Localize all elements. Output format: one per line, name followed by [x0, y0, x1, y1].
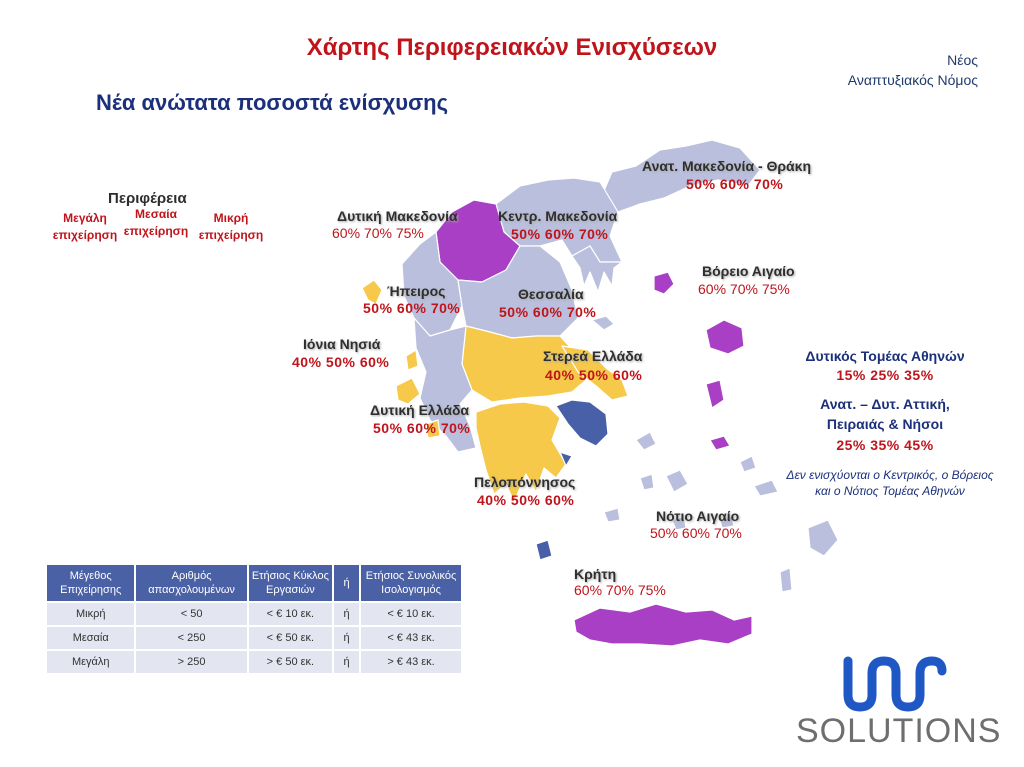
rates-dytikos-tomeas-athinon: 15% 25% 35% — [836, 367, 934, 383]
table-cell: Μεγάλη — [46, 650, 135, 674]
region-ionia-kefalonia — [396, 378, 420, 404]
label-ipeiros: Ήπειρος — [387, 283, 446, 299]
rates-thessalia: 50% 60% 70% — [499, 304, 597, 320]
region-voreio-aigaio-chios — [706, 380, 724, 408]
table-row — [46, 626, 462, 650]
rates-anat-dyt-attiki: 25% 35% 45% — [836, 437, 934, 453]
region-kriti — [574, 604, 752, 646]
label-voreio-aigaio: Βόρειο Αιγαίο — [702, 263, 795, 279]
page-subtitle: Νέα ανώτατα ποσοστά ενίσχυσης — [96, 90, 449, 115]
label-thessalia: Θεσσαλία — [518, 286, 584, 302]
table-cell: < € 50 εκ. — [248, 626, 333, 650]
rates-ionia-nisia: 40% 50% 60% — [292, 354, 390, 370]
label-sterea-ellada: Στερεά Ελλάδα — [543, 348, 643, 364]
region-notio-aigaio-naxos — [666, 470, 688, 492]
table-cell: Μεσαία — [46, 626, 135, 650]
region-notio-aigaio-karpathos — [780, 568, 792, 592]
table-cell: < € 43 εκ. — [360, 626, 462, 650]
rates-sterea-ellada: 40% 50% 60% — [545, 367, 643, 383]
legend-small-line1: Μικρή — [213, 211, 249, 225]
table-row — [46, 602, 462, 626]
athens-exclusion-note — [772, 467, 1008, 499]
table-cell: > € 43 εκ. — [360, 650, 462, 674]
region-sterea-ellada — [462, 326, 586, 402]
region-notio-aigaio-leros — [740, 456, 756, 472]
athens-note-line1: Δεν ενισχύονται ο Κεντρικός, ο Βόρειος — [786, 468, 994, 482]
legend-medium-line2: επιχείρηση — [123, 224, 189, 238]
table-cell: Μικρή — [46, 602, 135, 626]
label-peloponnisos: Πελοπόννησος — [474, 474, 576, 490]
table-cell: < 250 — [135, 626, 247, 650]
legend-heading: Περιφέρεια — [108, 190, 187, 207]
region-ionia-lefkada — [406, 350, 418, 370]
table-cell: ή — [333, 626, 360, 650]
rates-dytiki-ellada: 50% 60% 70% — [373, 420, 471, 436]
region-kythira — [536, 540, 552, 560]
label-anat-dyt-attiki-line1: Ανατ. – Δυτ. Αττική, — [820, 396, 950, 412]
legend-small-line2: επιχείρηση — [198, 228, 264, 242]
label-anat-makedonia-thraki: Ανατ. Μακεδονία - Θράκη — [642, 158, 812, 174]
table-header-cell: Μέγεθος Επιχείρησης — [46, 564, 135, 602]
athens-note-line2: και ο Νότιος Τομέας Αθηνών — [815, 484, 965, 498]
page-title: Χάρτης Περιφερειακών Ενισχύσεων — [306, 34, 718, 61]
law-label-line2: Αναπτυξιακός Νόμος — [847, 72, 978, 88]
table-header-cell: Ετήσιος Συνολικός Ισολογισμός — [360, 564, 462, 602]
region-voreio-aigaio-lesvos — [706, 320, 744, 354]
solutions-logo-icon — [840, 655, 950, 713]
rates-voreio-aigaio: 60% 70% 75% — [698, 281, 790, 297]
table-cell: > 250 — [135, 650, 247, 674]
table-cell: < € 10 εκ. — [360, 602, 462, 626]
legend-large-line1: Μεγάλη — [63, 211, 107, 225]
label-kriti: Κρήτη — [574, 566, 617, 582]
table-header-cell: Ετήσιος Κύκλος Εργασιών — [248, 564, 333, 602]
label-dytiki-makedonia: Δυτική Μακεδονία — [337, 208, 458, 224]
rates-kriti: 60% 70% 75% — [574, 582, 666, 598]
rates-notio-aigaio: 50% 60% 70% — [650, 525, 742, 541]
table-cell: < 50 — [135, 602, 247, 626]
region-voreio-aigaio-samos — [710, 436, 730, 450]
label-notio-aigaio: Νότιο Αιγαίο — [656, 508, 740, 524]
label-dytiki-ellada: Δυτική Ελλάδα — [370, 402, 470, 418]
solutions-logo-text: SOLUTIONS — [796, 712, 1002, 750]
enterprise-size-table — [45, 563, 463, 675]
region-voreio-aigaio-lemnos — [654, 272, 674, 294]
rates-anat-makedonia-thraki: 50% 60% 70% — [686, 176, 784, 192]
table-cell: ή — [333, 602, 360, 626]
label-kentr-makedonia: Κεντρ. Μακεδονία — [498, 208, 618, 224]
label-ionia-nisia: Ιόνια Νησιά — [303, 336, 381, 352]
rates-peloponnisos: 40% 50% 60% — [477, 492, 575, 508]
rates-kentr-makedonia: 50% 60% 70% — [511, 226, 609, 242]
legend-large-line2: επιχείρηση — [52, 228, 118, 242]
region-notio-aigaio-paros — [640, 474, 654, 490]
table-header-cell: ή — [333, 564, 360, 602]
legend-medium-line1: Μεσαία — [135, 207, 177, 221]
label-dytikos-tomeas-athinon: Δυτικός Τομέας Αθηνών — [805, 348, 965, 364]
region-notio-aigaio-milos — [604, 508, 620, 522]
rates-ipeiros: 50% 60% 70% — [363, 300, 461, 316]
table-cell: > € 50 εκ. — [248, 650, 333, 674]
rates-dytiki-makedonia: 60% 70% 75% — [332, 225, 424, 241]
table-header-row — [46, 564, 462, 602]
table-header-cell: Αριθμός απασχολουμένων — [135, 564, 247, 602]
region-notio-aigaio-andros — [636, 432, 656, 450]
table-cell: ή — [333, 650, 360, 674]
table-row — [46, 650, 462, 674]
region-attiki — [556, 400, 608, 446]
table-cell: < € 10 εκ. — [248, 602, 333, 626]
label-anat-dyt-attiki-line2: Πειραιάς & Νήσοι — [826, 416, 944, 432]
region-notio-aigaio-rhodes — [808, 520, 838, 556]
law-label-line1: Νέος — [947, 52, 978, 68]
